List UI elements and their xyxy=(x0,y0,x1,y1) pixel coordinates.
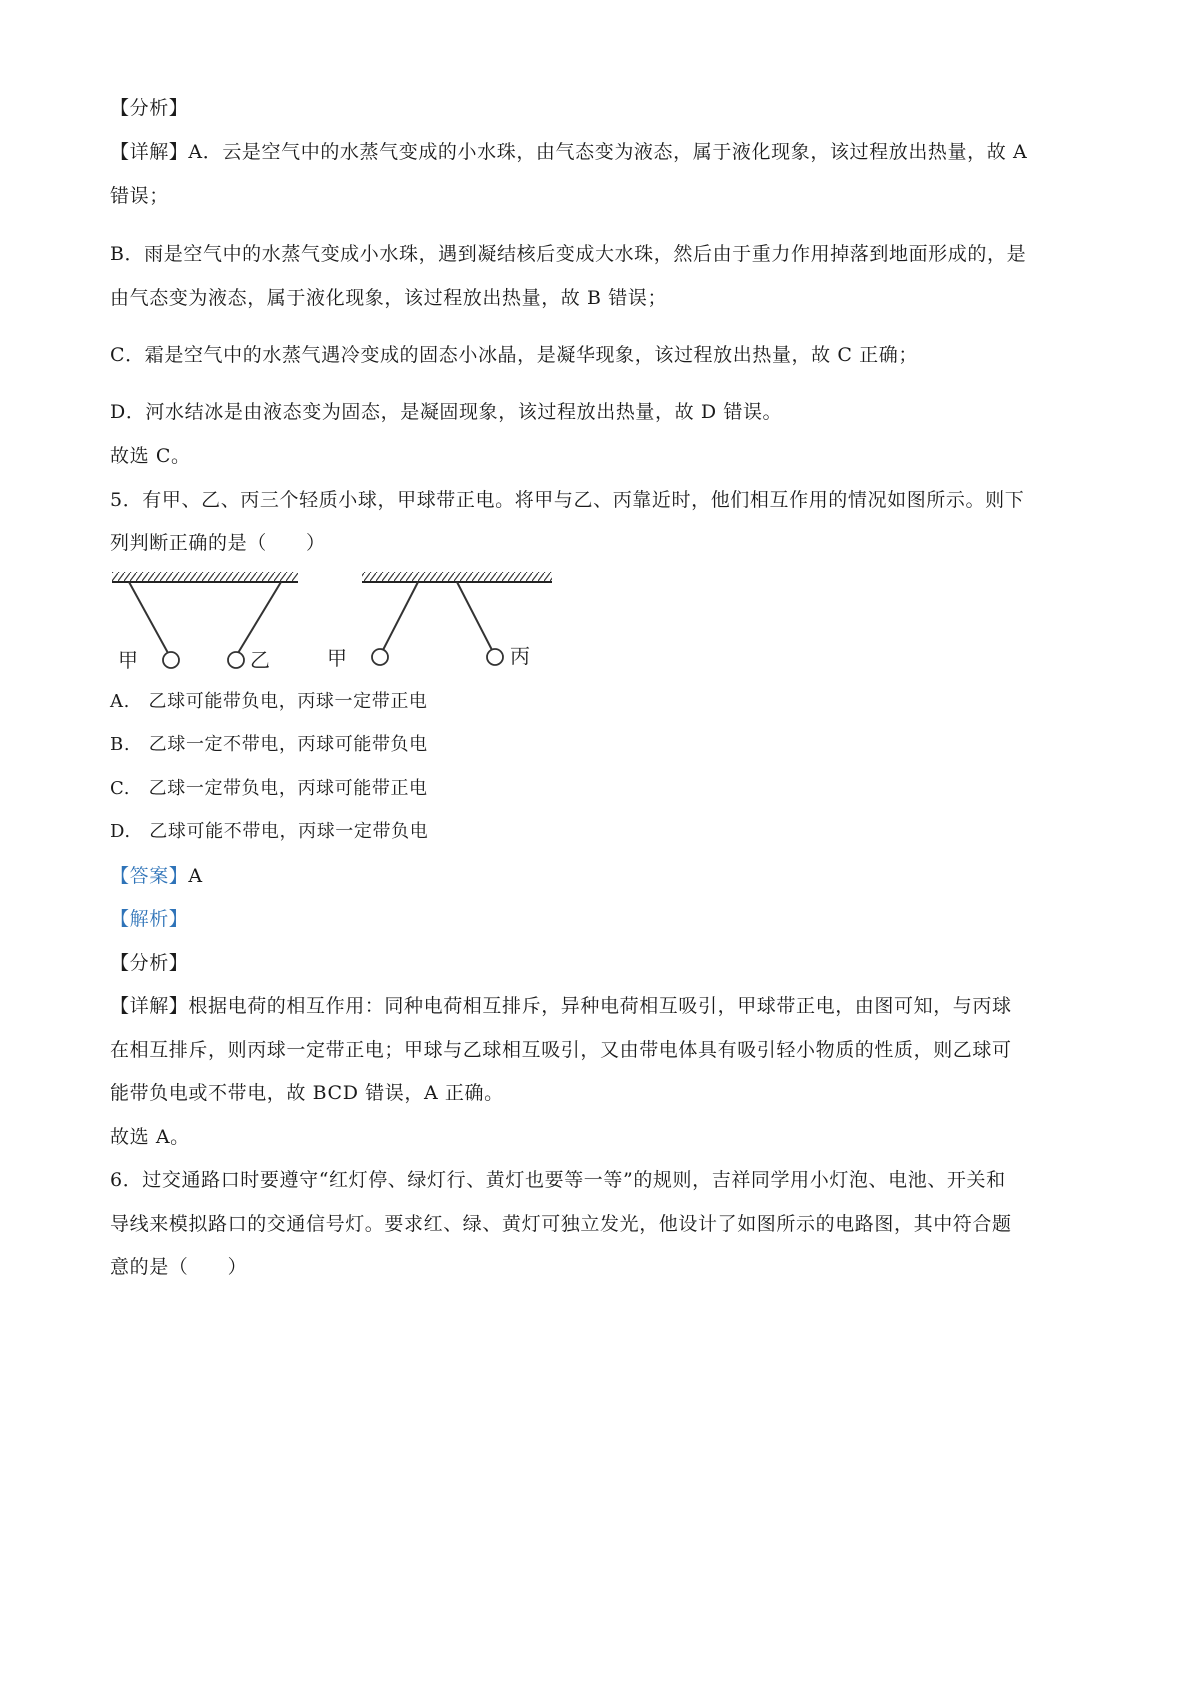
q4-detail-line-1: 【详解】A．云是空气中的水蒸气变成的小水珠，由气态变为液态，属于液化现象，该过程放出热量，故 A xyxy=(110,141,1028,163)
q5-answer-line xyxy=(110,864,203,888)
right-ceiling xyxy=(362,572,552,582)
q4-option-b-line-1: B．雨是空气中的水蒸气变成小水珠，遇到凝结核后变成大水珠，然后由于重力作用掉落到地面形成的，是 xyxy=(110,243,1027,265)
q6-stem-line-3: 意的是（ ） xyxy=(110,1256,248,1278)
bing-string xyxy=(457,582,492,650)
right-jia-ball xyxy=(372,649,388,665)
left-jia-string xyxy=(129,582,168,653)
yi-string xyxy=(238,582,281,653)
yi-label: 乙 xyxy=(250,648,270,672)
left-jia-label: 甲 xyxy=(118,648,138,672)
q5-option-c: C. 乙球一定带负电，丙球可能带正电 xyxy=(110,778,428,799)
q6-stem-line-2: 导线来模拟路口的交通信号灯。要求红、绿、黄灯可独立发光，他设计了如图所示的电路图，其中符合题 xyxy=(110,1213,1012,1235)
right-jia-label: 甲 xyxy=(327,646,347,670)
q5-option-a: A. 乙球可能带负电，丙球一定带正电 xyxy=(110,691,428,712)
q5-pendulum-figure xyxy=(100,565,570,680)
q5-detail-line-3: 能带负电或不带电，故 BCD 错误，A 正确。 xyxy=(110,1082,504,1104)
right-jia-string xyxy=(383,582,418,650)
bing-ball xyxy=(487,649,503,665)
q4-conclusion: 故选 C。 xyxy=(110,445,191,467)
q5-analysis-heading: 【分析】 xyxy=(110,952,189,974)
q5-stem-line-2: 列判断正确的是（ ） xyxy=(110,532,326,554)
q5-option-d: D. 乙球可能不带电，丙球一定带负电 xyxy=(110,821,429,842)
yi-ball xyxy=(228,652,244,668)
q4-option-c-text: C．霜是空气中的水蒸气遇冷变成的固态小冰晶，是凝华现象，该过程放出热量，故 C 正确； xyxy=(110,344,918,366)
q5-detail-line-1: 【详解】根据电荷的相互作用：同种电荷相互排斥，异种电荷相互吸引，甲球带正电，由图可知，与丙球 xyxy=(110,995,1012,1017)
q5-detail-line-2: 在相互排斥，则丙球一定带正电；甲球与乙球相互吸引，又由带电体具有吸引轻小物质的性质，则乙球可 xyxy=(110,1039,1012,1061)
q4-analysis-heading: 【分析】 xyxy=(110,97,189,119)
q4-detail-line-2: 错误； xyxy=(110,185,169,207)
q6-stem-line-1: 6．过交通路口时要遵守“红灯停、绿灯行、黄灯也要等一等”的规则，吉祥同学用小灯泡、电池、开关和 xyxy=(110,1169,1006,1191)
answer-label: 【答案】 xyxy=(110,865,189,887)
answer-value: A xyxy=(188,865,203,887)
q5-stem-line-1: 5．有甲、乙、丙三个轻质小球，甲球带正电。将甲与乙、丙靠近时，他们相互作用的情况如图所示。则下 xyxy=(110,489,1025,511)
left-jia-ball xyxy=(163,652,179,668)
q5-option-b: B. 乙球一定不带电，丙球可能带负电 xyxy=(110,734,428,755)
q5-conclusion: 故选 A。 xyxy=(110,1126,190,1148)
q4-option-b-line-2: 由气态变为液态，属于液化现象，该过程放出热量，故 B 错误； xyxy=(110,287,668,309)
q4-option-d-text: D．河水结冰是由液态变为固态，是凝固现象，该过程放出热量，故 D 错误。 xyxy=(110,401,783,423)
left-ceiling xyxy=(112,572,298,582)
q5-jiexi-label: 【解析】 xyxy=(110,908,189,930)
bing-label: 丙 xyxy=(510,644,530,668)
